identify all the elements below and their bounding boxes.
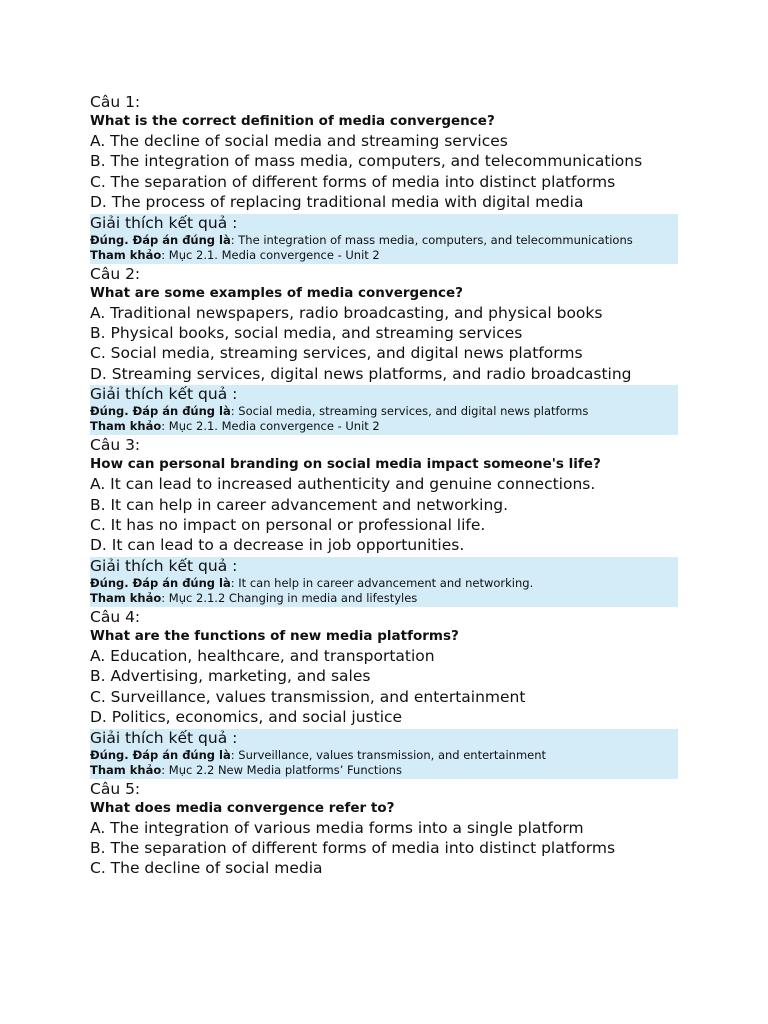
question-number: Câu 1: — [90, 93, 141, 111]
explanation-title: Giải thích kết quả : — [90, 385, 238, 404]
question-text: How can personal branding on social media impact someone's life? — [90, 456, 601, 473]
answer-option: B. The separation of different forms of media into distinct platforms — [90, 838, 616, 857]
correct-answer-label: Đúng. Đáp án đúng là — [90, 232, 231, 247]
correct-answer-text: : Surveillance, values transmission, and entertainment — [230, 747, 547, 762]
question-number: Câu 2: — [90, 264, 141, 283]
answer-option: A. Education, healthcare, and transportation — [90, 646, 435, 665]
correct-answer-line — [90, 404, 678, 419]
reference-line — [90, 248, 678, 263]
reference-text: : Mục 2.1. Media convergence - Unit 2 — [161, 419, 380, 434]
question-text: What are some examples of media convergence? — [90, 284, 463, 301]
explanation-box — [90, 385, 678, 435]
correct-answer-text: : It can help in career advancement and networking. — [230, 575, 534, 590]
answer-option: C. The separation of different forms of media into distinct platforms — [90, 172, 616, 191]
reference-label: Tham khảo — [90, 247, 162, 262]
question-number: Câu 5: — [90, 779, 141, 798]
answer-option: B. Physical books, social media, and streaming services — [90, 324, 523, 343]
correct-answer-line — [90, 233, 678, 248]
question-number: Câu 4: — [90, 607, 141, 626]
question-block — [90, 435, 678, 607]
correct-answer-label: Đúng. Đáp án đúng là — [90, 404, 231, 419]
explanation-title: Giải thích kết quả : — [90, 556, 238, 575]
answer-option: A. Traditional newspapers, radio broadcasting, and physical books — [90, 303, 603, 322]
correct-answer-text: : The integration of mass media, computers, and telecommunications — [230, 232, 633, 247]
answer-option: C. Social media, streaming services, and digital news platforms — [90, 344, 583, 363]
answer-option: C. The decline of social media — [90, 859, 323, 878]
answer-option: A. The decline of social media and streaming services — [90, 132, 508, 150]
reference-text: : Mục 2.1. Media convergence - Unit 2 — [161, 247, 380, 262]
answer-option: D. Politics, economics, and social justice — [90, 708, 403, 727]
correct-answer-line — [90, 748, 678, 763]
question-text: What are the functions of new media platforms? — [90, 627, 459, 644]
answer-option: D. It can lead to a decrease in job opportunities. — [90, 536, 465, 555]
reference-label: Tham khảo — [90, 419, 162, 434]
reference-label: Tham khảo — [90, 590, 162, 605]
answer-option: D. Streaming services, digital news platforms, and radio broadcasting — [90, 364, 632, 383]
answer-option: D. The process of replacing traditional media with digital media — [90, 193, 584, 212]
correct-answer-line — [90, 576, 678, 591]
answer-option: B. The integration of mass media, computers, and telecommunications — [90, 152, 643, 171]
quiz-document — [90, 92, 678, 879]
explanation-title: Giải thích kết quả : — [90, 213, 238, 232]
reference-text: : Mục 2.1.2 Changing in media and lifestyles — [161, 590, 418, 605]
question-block — [90, 92, 678, 264]
correct-answer-text: : Social media, streaming services, and digital news platforms — [230, 404, 589, 419]
answer-option: A. The integration of various media forms into a single platform — [90, 818, 584, 837]
question-number: Câu 3: — [90, 436, 141, 455]
answer-option: C. It has no impact on personal or professional life. — [90, 516, 486, 535]
answer-option: B. Advertising, marketing, and sales — [90, 667, 371, 686]
explanation-box — [90, 729, 678, 779]
question-text: What is the correct definition of media convergence? — [90, 113, 495, 129]
correct-answer-label: Đúng. Đáp án đúng là — [90, 747, 231, 762]
question-block — [90, 607, 678, 779]
question-block — [90, 264, 678, 436]
explanation-box — [90, 214, 678, 264]
answer-option: C. Surveillance, values transmission, and entertainment — [90, 687, 526, 706]
correct-answer-label: Đúng. Đáp án đúng là — [90, 575, 231, 590]
reference-line — [90, 591, 678, 606]
explanation-box — [90, 557, 678, 607]
answer-option: B. It can help in career advancement and networking. — [90, 495, 509, 514]
question-block — [90, 779, 678, 879]
reference-line — [90, 419, 678, 434]
explanation-title: Giải thích kết quả : — [90, 728, 238, 747]
reference-text: : Mục 2.2 New Media platforms’ Functions — [161, 762, 402, 777]
question-text: What does media convergence refer to? — [90, 799, 395, 816]
reference-label: Tham khảo — [90, 762, 162, 777]
answer-option: A. It can lead to increased authenticity and genuine connections. — [90, 475, 596, 494]
reference-line — [90, 763, 678, 778]
